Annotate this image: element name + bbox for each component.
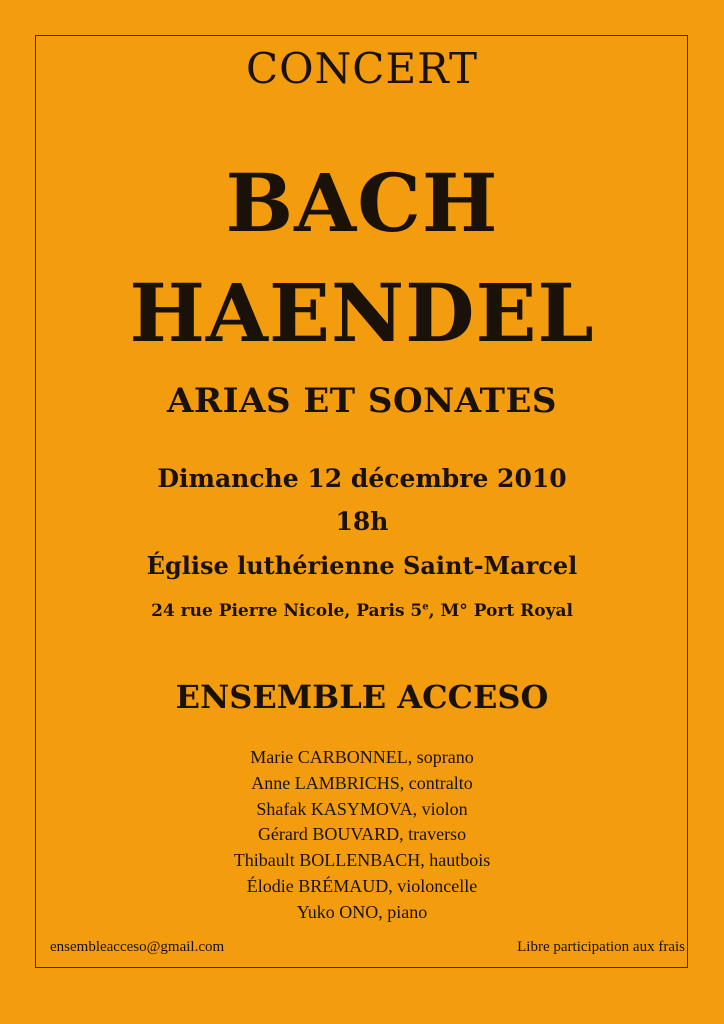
- concert-date: Dimanche 12 décembre 2010: [157, 464, 567, 493]
- musician-item: Gérard BOUVARD, traverso: [257, 824, 467, 845]
- address-metro: , M° Port Royal: [428, 601, 573, 621]
- venue-address: [0, 601, 724, 621]
- concert-heading: CONCERT: [245, 44, 478, 93]
- musician-item: Shafak KASYMOVA, violon: [256, 798, 468, 819]
- concert-venue: Église luthérienne Saint-Marcel: [146, 551, 578, 580]
- musician-item: Marie CARBONNEL, soprano: [250, 747, 474, 767]
- address-superscript: e: [422, 601, 429, 613]
- musician-list: [0, 745, 724, 926]
- contact-email: ensembleacceso@gmail.com: [50, 939, 225, 955]
- address-street: 24 rue Pierre Nicole, Paris 5: [151, 601, 423, 621]
- composer-bach: BACH: [225, 156, 499, 250]
- musician-item: Anne LAMBRICHS, contralto: [251, 772, 473, 793]
- program-subtitle: ARIAS ET SONATES: [167, 381, 557, 421]
- concert-time: 18h: [335, 507, 389, 536]
- musician-item: Élodie BRÉMAUD, violoncelle: [246, 875, 478, 896]
- musician-item: Thibault BOLLENBACH, hautbois: [233, 850, 491, 871]
- admission-note: Libre participation aux frais: [517, 939, 685, 955]
- composer-haendel: HAENDEL: [129, 266, 595, 360]
- musician-item: Yuko ONO, piano: [296, 901, 428, 922]
- ensemble-name: ENSEMBLE ACCESO: [175, 678, 549, 716]
